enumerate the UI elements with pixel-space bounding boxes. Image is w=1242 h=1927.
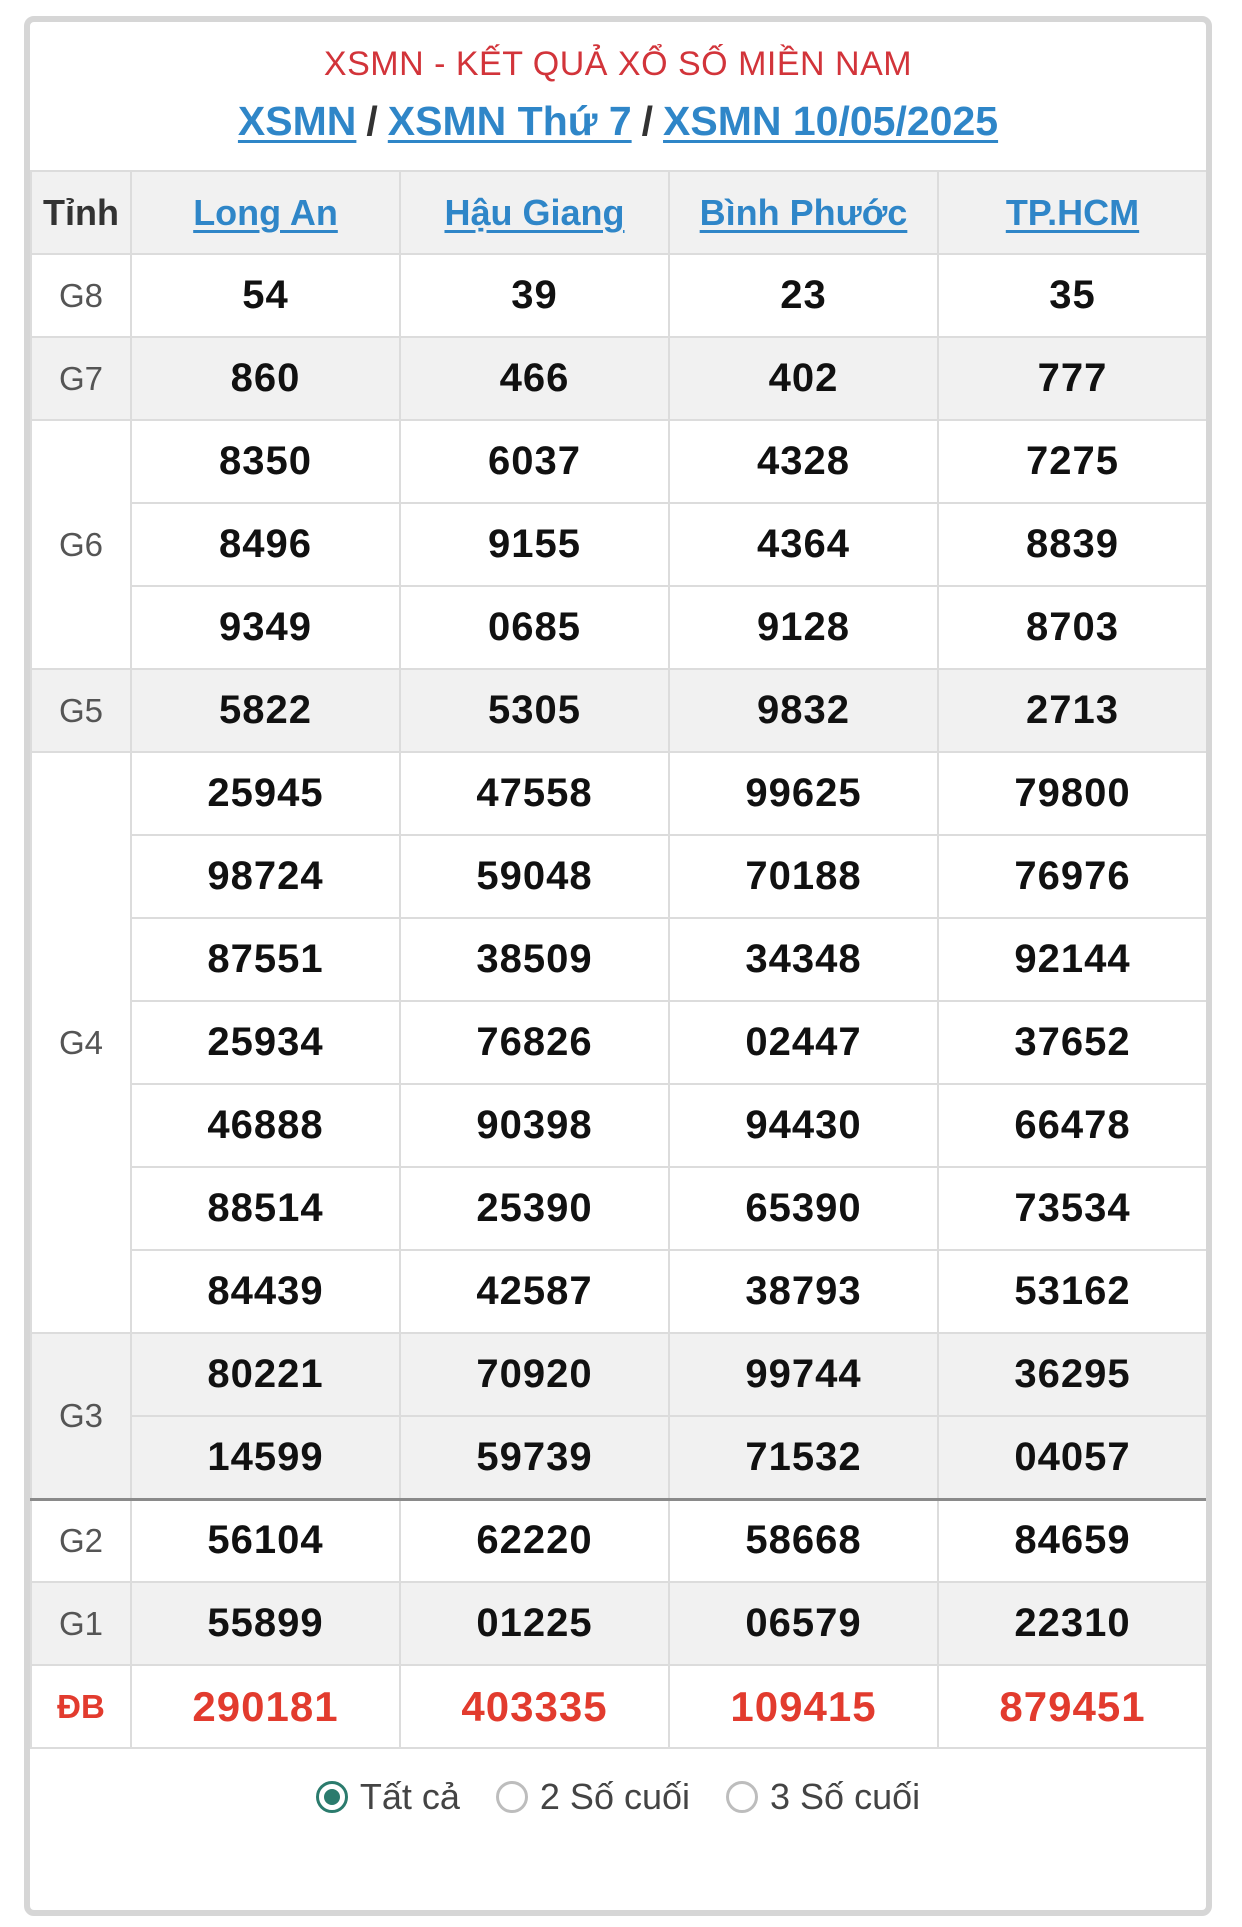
province-header (131, 171, 400, 254)
prize-label: G8 (31, 254, 131, 337)
breadcrumb-link-weekday[interactable]: XSMN Thứ 7 (387, 98, 632, 144)
province-link-long-an[interactable]: Long An (193, 191, 338, 233)
result-number: 59048 (400, 835, 669, 918)
result-number: 55899 (131, 1582, 400, 1665)
result-number: 35 (938, 254, 1207, 337)
result-number: 8350 (131, 420, 400, 503)
province-header (400, 171, 669, 254)
prize-column-header: Tỉnh (31, 171, 131, 254)
results-header (30, 22, 1206, 170)
result-number: 14599 (131, 1416, 400, 1499)
prize-label: G6 (31, 420, 131, 669)
result-number: 92144 (938, 918, 1207, 1001)
result-number: 6037 (400, 420, 669, 503)
result-number: 02447 (669, 1001, 938, 1084)
result-number: 8496 (131, 503, 400, 586)
result-number: 403335 (400, 1665, 669, 1748)
radio-icon[interactable] (496, 1781, 528, 1813)
result-number: 402 (669, 337, 938, 420)
result-number: 56104 (131, 1499, 400, 1582)
result-number: 76976 (938, 835, 1207, 918)
result-number: 7275 (938, 420, 1207, 503)
result-number: 54 (131, 254, 400, 337)
result-number: 37652 (938, 1001, 1207, 1084)
filter-option-label: Tất cả (359, 1776, 460, 1817)
result-number: 80221 (131, 1333, 400, 1416)
table-header-row (31, 171, 1207, 254)
result-number: 25934 (131, 1001, 400, 1084)
province-link-binh-phuoc[interactable]: Bình Phước (699, 191, 908, 233)
page-title: XSMN - KẾT QUẢ XỔ SỐ MIỀN NAM (323, 45, 913, 83)
result-number: 25945 (131, 752, 400, 835)
table-row (31, 337, 1207, 420)
prize-label: G2 (31, 1499, 131, 1582)
results-table (30, 170, 1208, 1749)
result-number: 879451 (938, 1665, 1207, 1748)
result-number: 860 (131, 337, 400, 420)
result-number: 2713 (938, 669, 1207, 752)
result-number: 5305 (400, 669, 669, 752)
result-number: 62220 (400, 1499, 669, 1582)
breadcrumb-separator: / (641, 98, 654, 144)
filter-option-last-2[interactable] (496, 1776, 690, 1818)
result-number: 22310 (938, 1582, 1207, 1665)
result-number: 84659 (938, 1499, 1207, 1582)
result-number: 06579 (669, 1582, 938, 1665)
table-row (31, 1499, 1207, 1582)
result-number: 36295 (938, 1333, 1207, 1416)
result-number: 99744 (669, 1333, 938, 1416)
result-number: 53162 (938, 1250, 1207, 1333)
result-number: 66478 (938, 1084, 1207, 1167)
results-card (24, 16, 1212, 1916)
prize-label: ĐB (31, 1665, 131, 1748)
result-number: 9128 (669, 586, 938, 669)
filter-option-last-3[interactable] (726, 1776, 920, 1818)
prize-label: G1 (31, 1582, 131, 1665)
filter-option-label: 2 Số cuối (539, 1776, 691, 1817)
prize-label: G3 (31, 1333, 131, 1499)
result-number: 290181 (131, 1665, 400, 1748)
prize-label: G5 (31, 669, 131, 752)
breadcrumb-link-xsmn[interactable]: XSMN (237, 98, 357, 144)
result-number: 9832 (669, 669, 938, 752)
breadcrumb-separator: / (366, 98, 378, 144)
radio-icon[interactable] (316, 1781, 348, 1813)
result-number: 25390 (400, 1167, 669, 1250)
result-number: 84439 (131, 1250, 400, 1333)
result-number: 90398 (400, 1084, 669, 1167)
table-row (31, 1665, 1207, 1748)
result-number: 23 (669, 254, 938, 337)
table-row (31, 918, 1207, 1001)
result-number: 01225 (400, 1582, 669, 1665)
result-number: 777 (938, 337, 1207, 420)
result-number: 70920 (400, 1333, 669, 1416)
result-number: 4328 (669, 420, 938, 503)
table-row (31, 669, 1207, 752)
table-row (31, 254, 1207, 337)
table-row (31, 1250, 1207, 1333)
result-number: 9349 (131, 586, 400, 669)
province-link-hau-giang[interactable]: Hậu Giang (444, 191, 625, 233)
result-number: 38509 (400, 918, 669, 1001)
table-row (31, 586, 1207, 669)
result-number: 94430 (669, 1084, 938, 1167)
result-number: 39 (400, 254, 669, 337)
results-body (31, 254, 1207, 1748)
province-header (938, 171, 1207, 254)
radio-icon[interactable] (726, 1781, 758, 1813)
result-number: 46888 (131, 1084, 400, 1167)
table-row (31, 420, 1207, 503)
result-number: 4364 (669, 503, 938, 586)
table-row (31, 503, 1207, 586)
result-number: 9155 (400, 503, 669, 586)
result-number: 70188 (669, 835, 938, 918)
result-number: 34348 (669, 918, 938, 1001)
table-row (31, 752, 1207, 835)
table-row (31, 1582, 1207, 1665)
table-row (31, 1416, 1207, 1499)
result-number: 59739 (400, 1416, 669, 1499)
breadcrumb (30, 96, 1206, 146)
result-number: 98724 (131, 835, 400, 918)
prize-label: G4 (31, 752, 131, 1333)
result-number: 38793 (669, 1250, 938, 1333)
result-number: 88514 (131, 1167, 400, 1250)
table-row (31, 1167, 1207, 1250)
result-number: 73534 (938, 1167, 1207, 1250)
result-number: 79800 (938, 752, 1207, 835)
result-number: 47558 (400, 752, 669, 835)
result-number: 5822 (131, 669, 400, 752)
result-number: 466 (400, 337, 669, 420)
result-number: 71532 (669, 1416, 938, 1499)
breadcrumb-link-date[interactable]: XSMN 10/05/2025 (663, 98, 999, 144)
table-row (31, 1001, 1207, 1084)
result-number: 04057 (938, 1416, 1207, 1499)
result-number: 76826 (400, 1001, 669, 1084)
filter-option-label: 3 Số cuối (770, 1776, 921, 1817)
result-number: 58668 (669, 1499, 938, 1582)
result-number: 8839 (938, 503, 1207, 586)
table-row (31, 835, 1207, 918)
province-header (669, 171, 938, 254)
result-number: 42587 (400, 1250, 669, 1333)
table-row (31, 1084, 1207, 1167)
filter-option-all[interactable] (316, 1776, 460, 1818)
result-number: 8703 (938, 586, 1207, 669)
result-number: 87551 (131, 918, 400, 1001)
table-row (31, 1333, 1207, 1416)
prize-label: G7 (31, 337, 131, 420)
result-number: 0685 (400, 586, 669, 669)
result-number: 65390 (669, 1167, 938, 1250)
digit-filter (30, 1749, 1206, 1845)
province-link-tphcm[interactable]: TP.HCM (1005, 191, 1140, 233)
result-number: 109415 (669, 1665, 938, 1748)
result-number: 99625 (669, 752, 938, 835)
